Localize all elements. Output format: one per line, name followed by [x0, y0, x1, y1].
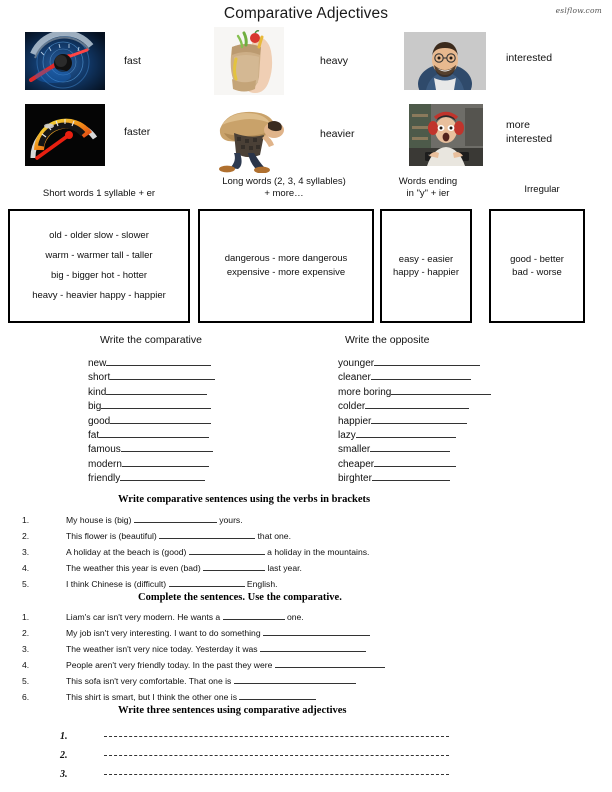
- opposite-word: cheaper: [338, 458, 375, 470]
- opposite-word: smaller: [338, 444, 371, 456]
- complete-text: [66, 689, 316, 705]
- comparative-answer-blank[interactable]: [122, 457, 209, 467]
- comparative-answer-blank[interactable]: [99, 428, 209, 438]
- brackets-prefix: This flower is (beautiful): [66, 531, 160, 541]
- word-row: [338, 457, 491, 471]
- picture-label-more-interested-line1: more: [506, 119, 530, 131]
- comparative-word: kind: [88, 386, 107, 398]
- complete-answer-blank[interactable]: [234, 675, 356, 684]
- opposite-word: younger: [338, 358, 375, 369]
- rule-heading-short-words: Short words 1 syllable + er: [42, 188, 156, 199]
- complete-text: [66, 625, 370, 641]
- rule-heading-long-words-line2: + more…: [264, 188, 304, 199]
- opposite-answer-blank[interactable]: [372, 471, 450, 481]
- free-writing-line-wrap: [104, 727, 449, 746]
- comparative-word: good: [88, 415, 111, 427]
- brackets-suffix: yours.: [216, 515, 243, 525]
- complete-number: 4.: [22, 660, 30, 670]
- free-writing-number: 1.: [60, 731, 68, 742]
- brackets-suffix: English.: [244, 579, 278, 589]
- word-row: [88, 457, 215, 471]
- opposite-answer-blank[interactable]: [370, 442, 450, 452]
- man-carrying-sack-image: [210, 103, 292, 173]
- word-row: [338, 414, 491, 428]
- comparative-answer-blank[interactable]: [110, 414, 211, 424]
- complete-answer-blank[interactable]: [260, 643, 366, 652]
- picture-label-fast: fast: [124, 55, 141, 67]
- complete-number: 6.: [22, 692, 30, 702]
- opposite-answer-blank[interactable]: [391, 385, 491, 395]
- comparative-word: fat: [88, 429, 100, 441]
- free-writing-number: 3.: [60, 769, 68, 780]
- word-row: [88, 442, 215, 456]
- complete-text: [66, 673, 356, 689]
- picture-label-heavy: heavy: [320, 55, 349, 67]
- brackets-number: 1.: [22, 515, 30, 525]
- rule-heading-irregular: Irregular: [524, 184, 560, 195]
- brackets-number: 4.: [22, 563, 30, 573]
- complete-text: [66, 657, 385, 673]
- page-title: Comparative Adjectives: [223, 5, 389, 22]
- word-row: [88, 356, 215, 370]
- word-row: [88, 414, 215, 428]
- opposite-word: cleaner: [338, 372, 371, 384]
- black-speedometer-image: [25, 104, 105, 166]
- comparative-word: famous: [88, 444, 121, 456]
- comparative-word: short: [88, 372, 111, 384]
- brackets-suffix: that one.: [255, 531, 291, 541]
- rule-box-long-words: [198, 209, 374, 323]
- section-heading-three-sentences: Write three sentences using comparative adjectives: [118, 705, 347, 716]
- brackets-number: 3.: [22, 547, 30, 557]
- brackets-prefix: My house is (big): [66, 515, 134, 525]
- column-heading-write-comparative: Write the comparative: [100, 334, 202, 346]
- complete-prefix: My job isn't very interesting. I want to do something: [66, 628, 264, 638]
- complete-prefix: This sofa isn't very comfortable. That one is: [66, 676, 234, 686]
- rule-line: happy - happier: [392, 267, 460, 278]
- complete-answer-blank[interactable]: [275, 659, 385, 668]
- comparative-answer-blank[interactable]: [110, 370, 215, 380]
- site-logo: eslflow.com: [555, 6, 602, 15]
- picture-label-heavier: heavier: [320, 128, 355, 140]
- comparative-word: friendly: [88, 473, 121, 485]
- brackets-prefix: A holiday at the beach is (good): [66, 547, 189, 557]
- opposite-word: lazy: [338, 429, 356, 441]
- rule-line: big - bigger hot - hotter: [50, 270, 148, 281]
- comparative-word: big: [88, 401, 102, 413]
- brackets-answer-blank[interactable]: [189, 546, 265, 555]
- comparative-answer-blank[interactable]: [106, 385, 207, 395]
- rule-line: expensive - more expensive: [226, 267, 346, 278]
- complete-prefix: The weather isn't very nice today. Yesterday it was: [66, 644, 260, 654]
- rule-heading-y-words-line2: in "y" + ier: [406, 188, 450, 199]
- rule-line: old - older slow - slower: [49, 230, 149, 241]
- gamer-headphones-image: [409, 104, 483, 166]
- free-writing-blank[interactable]: [104, 755, 449, 756]
- word-row: [338, 399, 491, 413]
- free-writing-blank[interactable]: [104, 774, 449, 775]
- grocery-bag-carry-image: [214, 27, 284, 95]
- picture-label-interested: interested: [506, 52, 553, 64]
- opposite-word: colder: [338, 401, 366, 413]
- picture-label-more-interested-line2: interested: [506, 133, 553, 145]
- column-heading-write-opposite: Write the opposite: [345, 334, 430, 346]
- word-list-comparative: [88, 356, 215, 486]
- complete-answer-blank[interactable]: [223, 611, 285, 620]
- opposite-answer-blank[interactable]: [371, 414, 467, 424]
- free-writing-number: 2.: [60, 750, 68, 761]
- complete-prefix: Liam's car isn't very modern. He wants a: [66, 612, 223, 622]
- brackets-number: 2.: [22, 531, 30, 541]
- brackets-number: 5.: [22, 579, 30, 589]
- word-row: [338, 370, 491, 384]
- rule-heading-long-words-line1: Long words (2, 3, 4 syllables): [222, 176, 346, 187]
- brackets-text: [66, 576, 278, 592]
- rule-box-short-words: [8, 209, 190, 323]
- complete-number: 5.: [22, 676, 30, 686]
- word-row: [338, 428, 491, 442]
- brackets-prefix: The weather this year is even (bad): [66, 563, 204, 573]
- brackets-text: [66, 560, 302, 576]
- opposite-answer-blank[interactable]: [371, 370, 471, 380]
- brackets-answer-blank[interactable]: [169, 578, 245, 587]
- free-writing-line-wrap: [104, 765, 449, 784]
- complete-text: [66, 641, 366, 657]
- brackets-answer-blank[interactable]: [134, 514, 217, 523]
- opposite-word: more boring: [338, 386, 392, 398]
- rule-heading-y-words-line1: Words ending: [398, 176, 458, 187]
- comparative-answer-blank[interactable]: [120, 471, 205, 481]
- free-writing-line-wrap: [104, 746, 449, 765]
- brackets-answer-blank[interactable]: [203, 562, 265, 571]
- opposite-answer-blank[interactable]: [356, 428, 456, 438]
- word-row: [338, 356, 491, 370]
- comparative-answer-blank[interactable]: [106, 356, 211, 366]
- comparative-word: modern: [88, 458, 122, 470]
- brackets-suffix: last year.: [265, 563, 302, 573]
- blue-speedometer-image: [25, 32, 105, 90]
- complete-text: [66, 609, 304, 625]
- complete-prefix: People aren't very friendly today. In the past they were: [66, 660, 275, 670]
- word-row: [88, 385, 215, 399]
- complete-number: 1.: [22, 612, 30, 622]
- complete-answer-blank[interactable]: [239, 691, 316, 700]
- rule-box-irregular: [489, 209, 585, 323]
- word-row: [88, 370, 215, 384]
- complete-answer-blank[interactable]: [263, 627, 370, 636]
- brackets-answer-blank[interactable]: [159, 530, 255, 539]
- picture-label-faster: faster: [124, 126, 151, 138]
- rule-line: warm - warmer tall - taller: [45, 250, 153, 261]
- word-row: [88, 399, 215, 413]
- complete-number: 2.: [22, 628, 30, 638]
- word-row: [88, 428, 215, 442]
- section-heading-complete: Complete the sentences. Use the comparative.: [138, 592, 342, 603]
- comparative-answer-blank[interactable]: [121, 442, 213, 452]
- opposite-answer-blank[interactable]: [374, 356, 480, 366]
- word-list-opposite: [338, 356, 491, 486]
- rule-box-y-words: [380, 209, 472, 323]
- opposite-answer-blank[interactable]: [365, 399, 469, 409]
- comparative-answer-blank[interactable]: [101, 399, 211, 409]
- word-row: [338, 385, 491, 399]
- word-row: [88, 471, 215, 485]
- brackets-text: [66, 544, 369, 560]
- rule-line: heavy - heavier happy - happier: [32, 290, 166, 301]
- brackets-prefix: I think Chinese is (difficult): [66, 579, 169, 589]
- free-writing-blank[interactable]: [104, 736, 449, 737]
- opposite-answer-blank[interactable]: [374, 457, 456, 467]
- word-row: [338, 471, 491, 485]
- opposite-word: birghter: [338, 473, 372, 485]
- brackets-text: [66, 528, 291, 544]
- complete-prefix: This shirt is smart, but I think the other one is: [66, 692, 240, 702]
- brackets-suffix: a holiday in the mountains.: [264, 547, 370, 557]
- brackets-text: [66, 512, 243, 528]
- complete-number: 3.: [22, 644, 30, 654]
- rule-line: dangerous - more dangerous: [224, 253, 348, 264]
- opposite-word: happier: [338, 415, 372, 427]
- smiling-man-portrait-image: [404, 32, 486, 90]
- section-heading-brackets: Write comparative sentences using the verbs in brackets: [118, 494, 371, 505]
- comparative-word: new: [88, 358, 107, 369]
- complete-suffix: one.: [284, 612, 304, 622]
- word-row: [338, 442, 491, 456]
- rule-line: bad - worse: [512, 267, 562, 278]
- rule-line: easy - easier: [398, 254, 454, 265]
- rule-line: good - better: [510, 254, 564, 265]
